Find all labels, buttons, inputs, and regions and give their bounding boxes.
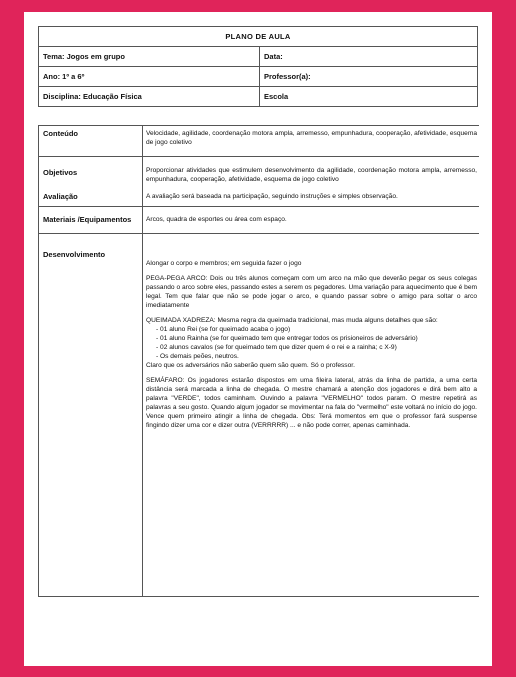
paragraph-alongamento: Alongar o corpo e membros; em seguida fazer o jogo bbox=[146, 260, 302, 267]
row-divider bbox=[39, 206, 479, 207]
materiais-text: Arcos, quadra de esportes ou área com espaço. bbox=[146, 216, 287, 223]
conteudo-text: Velocidade, agilidade, coordenação motora ampla, arremesso, empunhadura, cooperação, afetividade, esquema de jogo coletivo bbox=[146, 130, 477, 146]
paragraph-claro: Claro que os adversários não saberão quem são quem. Só o professor. bbox=[146, 362, 355, 369]
conteudo-label: Conteúdo bbox=[43, 129, 78, 138]
materiais-label: Materiais /Equipamentos bbox=[43, 215, 132, 224]
escola-cell: Escola bbox=[260, 87, 478, 107]
disciplina-cell: Disciplina: Educação Física bbox=[39, 87, 260, 107]
plan-table bbox=[38, 125, 479, 597]
desenvolvimento-text bbox=[146, 259, 477, 436]
objetivos-text: Proporcionar atividades que estimulem desenvolvimento da agilidade, coordenação motora ampla, arremesso, empunhadura, cooperação, afetividade, esquema de jogo coletivo bbox=[146, 167, 477, 183]
tema-cell: Tema: Jogos em grupo bbox=[39, 47, 260, 67]
list-item: - 01 aluno Rainha (se for queimado tem que entregar todos os prisioneiros de adversário) bbox=[156, 335, 418, 342]
header-table bbox=[38, 26, 478, 107]
paragraph-pega-pega: PEGA-PEGA ARCO: Dois ou três alunos começam com um arco na mão que deverão pegar os seus colegas passando o arco sobre eles, passando estes a serem os pegadores. Uma variação para aquecimento que é bem legal. Tem que falar que não se pode jogar o arco, e quando passar sobre o amigo para soltar o arco imediatamente bbox=[146, 275, 477, 309]
list-item: - 01 aluno Rei (se for queimado acaba o jogo) bbox=[156, 326, 291, 333]
list-item: - Os demais peões, neutros. bbox=[156, 353, 239, 360]
objetivos-label: Objetivos bbox=[43, 168, 78, 177]
queimada-list bbox=[146, 325, 477, 361]
page-title: PLANO DE AULA bbox=[39, 27, 478, 47]
data-cell: Data: bbox=[260, 47, 478, 67]
column-divider bbox=[142, 126, 143, 596]
row-divider bbox=[39, 156, 479, 157]
paragraph-semaforo: SEMÁFARO: Os jogadores estarão dispostos em uma fileira lateral, atrás da linha de partida, a uma certa distância será marcada a linha de chegada. O mestre chamará a atenção dos jogadores e dirá bem alto a palavra "VERDE", todos caminham. Ouvindo a palavra "VERMELHO" todos param. O mestre repetirá as palavras a seu gosto. Quando algum jogador se movimentar na fala do "vermelho" este voltará no início do jogo. Vence quem primeiro atingir a linha de chegada. Obs: Terá momentos em que o professor fará suspense fingindo dizer uma cor e dizer outra (VERRRRR) ... e não pode correr, apenas caminhada. bbox=[146, 377, 477, 429]
paragraph-queimada: QUEIMADA XADREZA: Mesma regra da queimada tradicional, mas muda alguns detalhes que são: bbox=[146, 317, 438, 324]
list-item: - 02 alunos cavalos (se for queimado tem que dizer quem é o rei e a rainha; c X-9) bbox=[156, 344, 397, 351]
document-page bbox=[24, 12, 492, 666]
professor-cell: Professor(a): bbox=[260, 67, 478, 87]
desenvolvimento-label: Desenvolvimento bbox=[43, 250, 106, 259]
ano-cell: Ano: 1º a 6º bbox=[39, 67, 260, 87]
row-divider bbox=[39, 233, 479, 234]
avaliacao-text: A avaliação será baseada na participação, seguindo instruções e simples observação. bbox=[146, 193, 398, 200]
avaliacao-label: Avaliação bbox=[43, 192, 78, 201]
